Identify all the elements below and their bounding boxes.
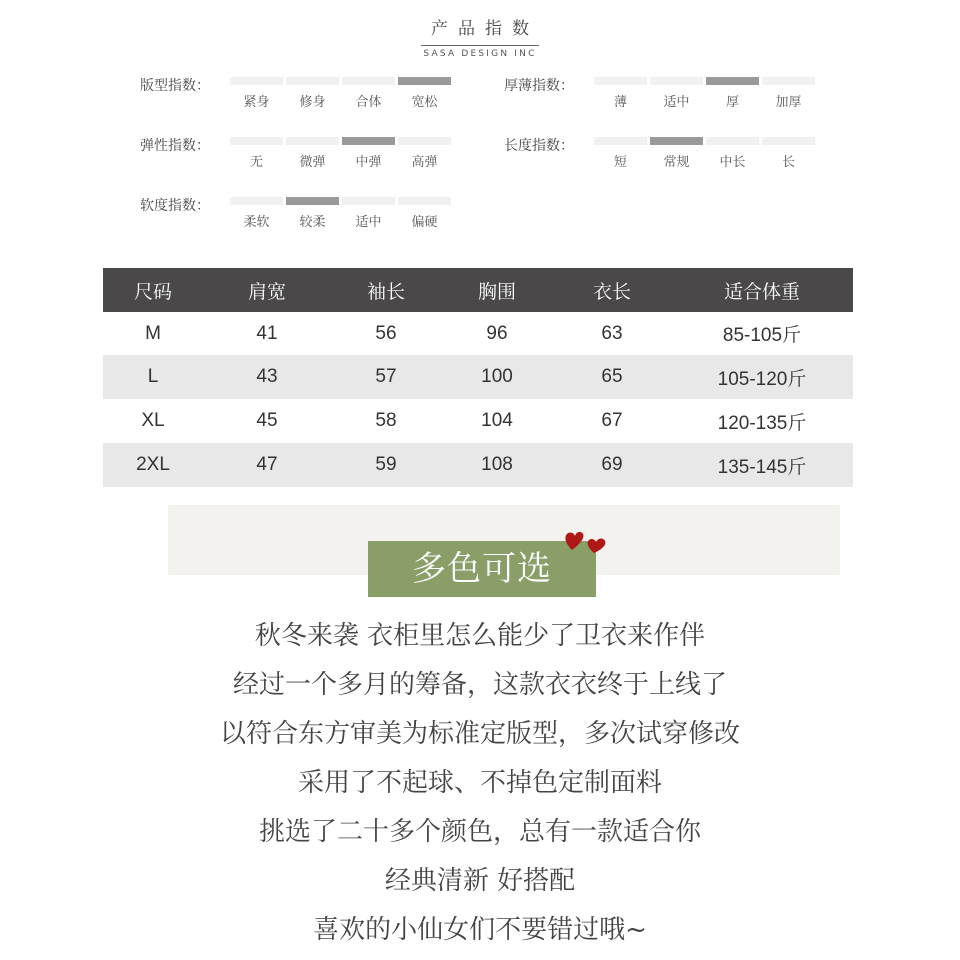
scale-option-label: 微弹	[299, 155, 326, 170]
cell-size: 2XL	[103, 443, 203, 487]
header-divider	[421, 45, 539, 46]
index-label: 软度指数：	[140, 198, 210, 214]
scale-bar	[706, 137, 759, 145]
description-line: 采用了不起球、不掉色定制面料	[297, 768, 662, 798]
scale-option-label: 加厚	[775, 95, 802, 110]
scale-bar	[398, 197, 451, 205]
index-scale	[594, 77, 818, 110]
cell-weight: 105-120斤	[671, 355, 853, 399]
header-shoulder: 肩宽	[203, 268, 331, 312]
scale-option	[342, 197, 395, 230]
cell-length: 65	[553, 355, 671, 399]
scale-option-label: 高弹	[411, 155, 438, 170]
scale-option	[230, 77, 283, 110]
size-chart-table	[103, 268, 853, 487]
scale-bar-selected	[398, 77, 451, 85]
cell-size: M	[145, 322, 161, 344]
scale-option	[230, 197, 283, 230]
scale-option	[286, 137, 339, 170]
index-scale	[230, 137, 454, 170]
description-line: 秋冬来袭 衣柜里怎么能少了卫衣来作伴	[254, 621, 706, 651]
cell-chest: 108	[441, 443, 553, 487]
scale-bar	[398, 137, 451, 145]
cell-shoulder: 41	[256, 322, 278, 344]
scale-bar	[342, 197, 395, 205]
scale-bar	[762, 77, 815, 85]
header-length: 衣长	[553, 268, 671, 312]
color-options-badge: 多色可选	[368, 541, 596, 597]
index-scale	[230, 197, 454, 230]
cell-length: 63	[601, 322, 623, 344]
table-row	[103, 312, 853, 355]
cell-length: 69	[553, 443, 671, 487]
cell-sleeve: 57	[331, 355, 441, 399]
scale-option-label: 合体	[355, 95, 382, 110]
scale-bar-selected	[342, 137, 395, 145]
scale-option-label: 薄	[613, 95, 627, 110]
description-line: 经典清新 好搭配	[384, 866, 576, 896]
product-description	[0, 612, 960, 955]
cell-chest: 96	[486, 322, 508, 344]
scale-bar-selected	[286, 197, 339, 205]
scale-option	[398, 197, 451, 230]
scale-bar	[762, 137, 815, 145]
scale-option-label: 偏硬	[411, 215, 438, 230]
scale-option-label: 中弹	[355, 155, 382, 170]
cell-chest: 104	[481, 410, 513, 431]
cell-chest: 100	[441, 355, 553, 399]
index-scale	[230, 77, 454, 110]
cell-weight: 120-135斤	[717, 412, 807, 434]
header-size: 尺码	[103, 268, 203, 312]
scale-option	[286, 197, 339, 230]
cell-size: XL	[141, 410, 165, 431]
scale-option-label: 宽松	[411, 95, 438, 110]
description-line: 以符合东方审美为标准定版型，多次试穿修改	[219, 719, 740, 749]
scale-option-label: 紧身	[243, 95, 270, 110]
cell-weight: 135-145斤	[671, 443, 853, 487]
scale-bar-selected	[706, 77, 759, 85]
cell-sleeve: 58	[375, 410, 397, 431]
scale-bar	[286, 77, 339, 85]
scale-option-label: 常规	[663, 155, 690, 170]
index-label: 版型指数：	[140, 78, 210, 94]
scale-option	[286, 77, 339, 110]
cell-shoulder: 43	[203, 355, 331, 399]
scale-bar	[230, 197, 283, 205]
scale-bar	[342, 77, 395, 85]
scale-bar	[594, 137, 647, 145]
scale-option-label: 适中	[355, 215, 382, 230]
scale-option-label: 柔软	[243, 215, 270, 230]
scale-option-label: 厚	[725, 95, 739, 110]
scale-option	[706, 137, 759, 170]
scale-bar-selected	[650, 137, 703, 145]
cell-sleeve: 59	[331, 443, 441, 487]
scale-option	[762, 137, 815, 170]
scale-option	[650, 77, 703, 110]
cell-weight: 85-105斤	[722, 325, 802, 346]
size-table-header-row	[103, 268, 853, 312]
scale-bar	[594, 77, 647, 85]
scale-option-label: 短	[613, 155, 627, 170]
description-line: 喜欢的小仙女们不要错过哦~	[313, 915, 647, 945]
header-chest: 胸围	[441, 268, 553, 312]
cell-sleeve: 56	[375, 322, 397, 344]
scale-option	[706, 77, 759, 110]
header-title: 产品指数	[431, 19, 539, 39]
description-line: 挑选了二十多个颜色，总有一款适合你	[258, 817, 701, 847]
cell-shoulder: 47	[203, 443, 331, 487]
scale-option-label: 较柔	[299, 215, 326, 230]
description-line: 经过一个多月的筹备，这款衣衣终于上线了	[232, 670, 727, 700]
index-label: 长度指数：	[504, 138, 574, 154]
scale-option-label: 无	[249, 155, 263, 170]
scale-option-label: 长	[781, 155, 795, 170]
cell-size: L	[103, 355, 203, 399]
scale-bar	[230, 137, 283, 145]
cell-shoulder: 45	[256, 410, 278, 431]
table-row	[103, 443, 853, 487]
header-sleeve: 袖长	[331, 268, 441, 312]
scale-option	[762, 77, 815, 110]
scale-option	[594, 137, 647, 170]
index-label: 厚薄指数：	[504, 78, 574, 94]
table-row	[103, 399, 853, 443]
index-scale	[594, 137, 818, 170]
scale-option	[398, 77, 451, 110]
scale-bar	[286, 137, 339, 145]
scale-bar	[650, 77, 703, 85]
scale-option	[342, 77, 395, 110]
index-label: 弹性指数：	[140, 138, 210, 154]
header-subtitle: SASA DESIGN INC	[423, 49, 537, 59]
scale-option	[650, 137, 703, 170]
cell-length: 67	[601, 410, 623, 431]
product-index-header	[0, 14, 960, 59]
header-weight: 适合体重	[671, 268, 853, 312]
hearts-icon	[563, 526, 609, 556]
table-row	[103, 355, 853, 399]
scale-option	[230, 137, 283, 170]
scale-option-label: 修身	[299, 95, 326, 110]
scale-option	[594, 77, 647, 110]
scale-option	[342, 137, 395, 170]
scale-bar	[230, 77, 283, 85]
scale-option-label: 适中	[663, 95, 690, 110]
scale-option-label: 中长	[719, 155, 746, 170]
scale-option	[398, 137, 451, 170]
